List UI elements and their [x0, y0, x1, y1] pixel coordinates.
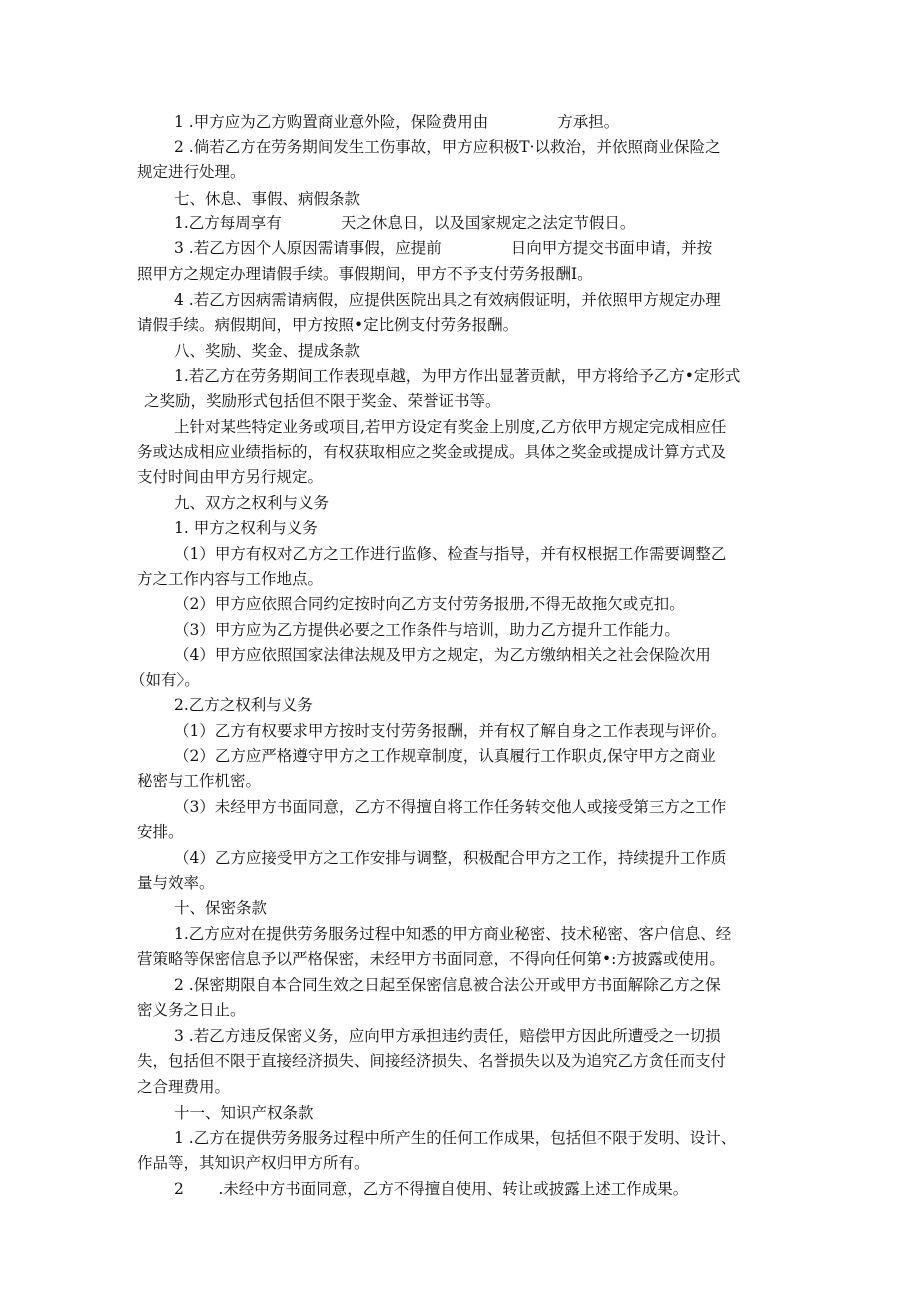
text-line: （2）甲方应依照合同约定按时向乙方支付劳务报册,不得无故拖欠或克扣。	[174, 595, 685, 613]
text-line: 之奖励，奖励形式包括但不限于奖金、荣誉证书等。	[144, 392, 501, 410]
text-line: 密义务之日止。	[137, 1001, 246, 1019]
text-line: （如有〉。	[130, 671, 200, 689]
section-heading: 十、保密条款	[174, 899, 268, 917]
text-line: 失，包括但不限于直接经济损失、间接经济损失、名誉损失以及为追究乙方贪任而支付	[137, 1052, 727, 1070]
subsection-heading: 1. 甲方之权利与义务	[174, 519, 318, 537]
section-heading: 七、休息、事假、病假条款	[174, 190, 361, 208]
text-line: 安排。	[137, 823, 184, 841]
text-line: 3 .若乙方因个人原因需请事假，应提前 日向甲方提交书面申请，并按	[174, 239, 713, 257]
text-line: 规定进行处理。	[137, 163, 246, 181]
text-line: （2）乙方应严格遵守甲方之工作规章制度，认真履行工作职贞,保守甲方之商业	[174, 747, 716, 765]
text-line: 务或达成相应业绩指标的，有权获取相应之奖金或提成。具体之奖金或提成计算方式及	[137, 443, 727, 461]
text-line: 支付时间由甲方另行规定。	[137, 468, 324, 486]
text-line: 4 .若乙方因病需请病假，应提供医院出具之有效病假证明，并依照甲方规定办理	[174, 291, 721, 309]
text-line: 1.乙方每周享有 天之休息日，以及国家规定之法定节假日。	[174, 214, 636, 232]
text-line: 1 .乙方在提供劳务服务过程中所产生的任何工作成果，包括但不限于发明、设计、	[174, 1129, 737, 1147]
text-line: 3 .若乙方违反保密义务，应向甲方承担违约责任，赔偿甲方因此所遭受之一切损	[174, 1027, 721, 1045]
text-line: （1）甲方有权对乙方之工作进行监修、检查与指导，并有权根据工作需要调整乙	[174, 545, 727, 563]
text-line: 2 .保密期限自本合同生效之日起至保密信息被合法公开或甲方书面解除乙方之保	[174, 976, 721, 994]
text-line: 量与效率。	[137, 874, 215, 892]
text-line: （4）乙方应接受甲方之工作安排与调整，积极配合甲方之工作，持续提升工作质	[174, 849, 727, 867]
section-heading: 八、奖励、奖金、提成条款	[174, 342, 361, 360]
text-line: 营策略等保密信息予以严格保密，未经甲方书面同意，不得向任何第•:方披露或使用。	[137, 950, 725, 968]
text-line: 请假手续。病假期间，甲方按照•定比例支付劳务报酬。	[137, 316, 519, 334]
text-line: 2 .未经中方书面同意，乙方不得擅自使用、转让或披露上述工作成果。	[174, 1180, 689, 1198]
text-line: （3）甲方应为乙方提供必要之工作条件与培训，助力乙方提升工作能力。	[174, 621, 680, 639]
section-heading: 九、双方之权利与义务	[174, 494, 330, 512]
text-line: 方之工作内容与工作地点。	[137, 570, 324, 588]
text-line: 2 .倘若乙方在劳务期间发生工伤事故，甲方应积极T·以救治，并依照商业保险之	[174, 138, 721, 156]
text-line: 1.若乙方在劳务期间工作表现卓越，为甲方作出显著贡献，甲方将给予乙方•定形式	[174, 367, 741, 385]
text-line: 1 .甲方应为乙方购置商业意外险，保险费用由 方承担。	[174, 113, 620, 131]
text-line: 1.乙方应对在提供劳务服务过程中知悉的甲方商业秘密、技术秘密、客户信息、经	[174, 925, 732, 943]
text-line: （3）未经甲方书面同意，乙方不得擅自将工作任务转交他人或接受第三方之工作	[174, 798, 727, 816]
text-line: 秘密与工作机密。	[137, 772, 262, 790]
text-line: 之合理费用。	[137, 1078, 231, 1096]
text-line: 照甲方之规定办理请假手续。事假期间，甲方不予支付劳务报酬I。	[137, 265, 593, 283]
subsection-heading: 2.乙方之权利与义务	[174, 696, 313, 714]
text-line: 作品等，其知识产权归甲方所有。	[137, 1154, 370, 1172]
section-heading: 十一、知识产权条款	[174, 1104, 314, 1122]
text-line: 上针对某些特定业务或项目,若甲方设定有奖金上別度,乙方依甲方规定完成相应任	[174, 418, 727, 436]
text-line: （1）乙方有权要求甲方按时支付劳务报酬，并有权了解自身之工作表现与评价。	[174, 722, 727, 740]
text-line: （4）甲方应依照国家法律法规及甲方之规定，为乙方缴纳相关之社会保险次用	[174, 646, 711, 664]
